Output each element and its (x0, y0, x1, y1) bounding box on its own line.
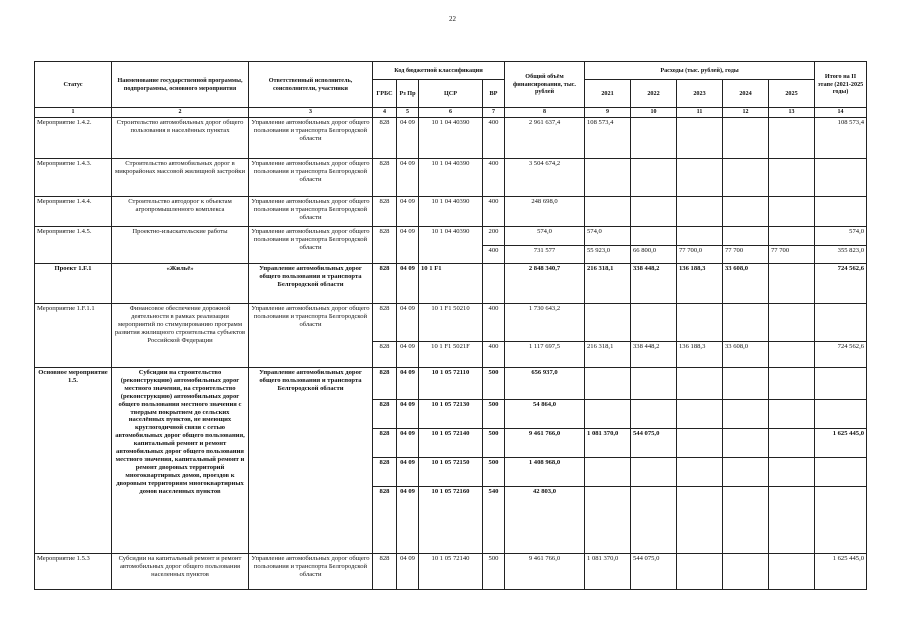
row-grbs: 828 (373, 400, 397, 429)
row-rzpr: 04 09 (397, 368, 419, 400)
row-2025 (769, 159, 815, 197)
header-csr: ЦСР (419, 80, 483, 108)
header-year: 2024 (723, 80, 769, 108)
header-vr: ВР (483, 80, 505, 108)
row-2025 (769, 342, 815, 368)
row-2021: 108 573,4 (585, 118, 631, 159)
row-total: 42 803,0 (505, 487, 585, 554)
row-2024 (723, 368, 769, 400)
row-2025: 77 700 (769, 246, 815, 264)
column-number: 7 (483, 108, 505, 118)
row-2021: 574,0 (585, 227, 631, 246)
row-csr: 10 1 04 40390 (419, 227, 483, 264)
row-2023 (677, 304, 723, 342)
table-row (35, 554, 867, 590)
row-csr: 10 1 05 72130 (419, 400, 483, 429)
row-2024 (723, 197, 769, 227)
row-itogo (815, 304, 867, 342)
row-2022 (631, 227, 677, 246)
row-csr: 10 1 F1 (419, 264, 483, 304)
row-2023 (677, 197, 723, 227)
row-itogo: 355 823,0 (815, 246, 867, 264)
row-2023 (677, 159, 723, 197)
row-csr: 10 1 05 72160 (419, 487, 483, 554)
row-itogo: 724 562,6 (815, 342, 867, 368)
header-year: 2021 (585, 80, 631, 108)
column-number: 13 (769, 108, 815, 118)
row-2025 (769, 458, 815, 487)
row-csr: 10 1 F1 50210 (419, 304, 483, 342)
row-itogo: 1 625 445,0 (815, 429, 867, 458)
row-itogo (815, 159, 867, 197)
row-vr: 500 (483, 368, 505, 400)
row-csr: 10 1 05 72110 (419, 368, 483, 400)
row-total: 248 698,0 (505, 197, 585, 227)
row-responsible: Управление автомобильных дорог общего пользования и транспорта Белгородской области (249, 159, 373, 197)
row-2021 (585, 458, 631, 487)
row-vr: 400 (483, 342, 505, 368)
row-2022: 338 448,2 (631, 264, 677, 304)
column-number: 3 (249, 108, 373, 118)
row-grbs: 828 (373, 304, 397, 342)
row-2022: 544 075,0 (631, 429, 677, 458)
row-responsible: Управление автомобильных дорог общего пользования и транспорта Белгородской области (249, 368, 373, 554)
row-name: Строительство автодорог к объектам агропромышленного комплекса (112, 197, 249, 227)
row-total: 1 730 643,2 (505, 304, 585, 342)
row-csr: 10 1 04 40390 (419, 118, 483, 159)
table-row (35, 197, 867, 227)
row-2023: 77 700,0 (677, 246, 723, 264)
row-grbs: 828 (373, 554, 397, 590)
row-2023 (677, 487, 723, 554)
header-total: Общий объём финансирования, тыс. рублей (505, 62, 585, 108)
column-numbers-row (35, 108, 867, 118)
header-rzpr: Рз Пр (397, 80, 419, 108)
column-number: 9 (585, 108, 631, 118)
column-number: 8 (505, 108, 585, 118)
row-itogo (815, 487, 867, 554)
row-vr: 500 (483, 458, 505, 487)
row-vr: 200 (483, 227, 505, 246)
table-row (35, 304, 867, 342)
row-2023 (677, 458, 723, 487)
row-2021 (585, 197, 631, 227)
row-name: Проектно-изыскательские работы (112, 227, 249, 264)
row-vr (483, 264, 505, 304)
row-2021: 216 318,1 (585, 342, 631, 368)
row-2022: 338 448,2 (631, 342, 677, 368)
row-2025 (769, 487, 815, 554)
row-2022: 544 075,0 (631, 554, 677, 590)
row-2022 (631, 304, 677, 342)
row-total: 2 848 340,7 (505, 264, 585, 304)
row-2021: 55 923,0 (585, 246, 631, 264)
row-2021 (585, 487, 631, 554)
row-2023 (677, 429, 723, 458)
row-2022 (631, 197, 677, 227)
row-grbs: 828 (373, 368, 397, 400)
row-grbs: 828 (373, 227, 397, 264)
table-row (35, 118, 867, 159)
row-status: Основное мероприятие 1.5. (35, 368, 112, 554)
row-grbs: 828 (373, 159, 397, 197)
row-rzpr: 04 09 (397, 264, 419, 304)
header-year: 2025 (769, 80, 815, 108)
row-2021 (585, 304, 631, 342)
row-rzpr: 04 09 (397, 118, 419, 159)
column-number: 2 (112, 108, 249, 118)
row-status: Мероприятие 1.4.3. (35, 159, 112, 197)
row-2025 (769, 368, 815, 400)
row-vr: 500 (483, 400, 505, 429)
row-2024 (723, 554, 769, 590)
row-csr: 10 1 04 40390 (419, 159, 483, 197)
row-itogo: 574,0 (815, 227, 867, 246)
row-grbs: 828 (373, 197, 397, 227)
column-number: 10 (631, 108, 677, 118)
row-2023 (677, 400, 723, 429)
row-2022: 66 800,0 (631, 246, 677, 264)
page-number: 22 (449, 15, 456, 23)
table-row (35, 264, 867, 304)
row-2023 (677, 368, 723, 400)
row-2022 (631, 118, 677, 159)
row-2024 (723, 429, 769, 458)
row-status: Мероприятие 1.4.5. (35, 227, 112, 264)
header-expenses: Расходы (тыс. рублей), годы (585, 62, 815, 80)
row-total: 3 504 674,2 (505, 159, 585, 197)
row-rzpr: 04 09 (397, 554, 419, 590)
column-number: 12 (723, 108, 769, 118)
row-2024 (723, 458, 769, 487)
table-row (35, 227, 867, 246)
row-rzpr: 04 09 (397, 487, 419, 554)
row-2024 (723, 227, 769, 246)
header-status: Статус (35, 62, 112, 108)
header-itogo: Итого на II этапе (2021-2025 годы) (815, 62, 867, 108)
row-2021 (585, 368, 631, 400)
row-responsible: Управление автомобильных дорог общего пользования и транспорта Белгородской области (249, 197, 373, 227)
row-vr: 400 (483, 159, 505, 197)
header-year: 2022 (631, 80, 677, 108)
row-grbs: 828 (373, 118, 397, 159)
row-rzpr: 04 09 (397, 159, 419, 197)
row-rzpr: 04 09 (397, 304, 419, 342)
row-itogo: 108 573,4 (815, 118, 867, 159)
row-2023 (677, 227, 723, 246)
row-itogo (815, 368, 867, 400)
row-csr: 10 1 F1 5021F (419, 342, 483, 368)
row-2021 (585, 159, 631, 197)
column-number: 1 (35, 108, 112, 118)
row-total: 731 577 (505, 246, 585, 264)
column-number: 4 (373, 108, 397, 118)
row-2022 (631, 368, 677, 400)
row-responsible: Управление автомобильных дорог общего пользования и транспорта Белгородской области (249, 227, 373, 264)
row-responsible: Управление автомобильных дорог общего пользования и транспорта Белгородской области (249, 304, 373, 368)
row-2025 (769, 554, 815, 590)
row-name: Строительство автомобильных дорог общего пользования в населённых пунктах (112, 118, 249, 159)
row-status: Мероприятие 1.4.2. (35, 118, 112, 159)
row-2024 (723, 400, 769, 429)
row-total: 1 408 968,0 (505, 458, 585, 487)
row-2023: 136 188,3 (677, 264, 723, 304)
row-2023 (677, 118, 723, 159)
header-responsible: Ответственный исполнитель, соисполнители, участники (249, 62, 373, 108)
row-rzpr: 04 09 (397, 197, 419, 227)
row-total: 574,0 (505, 227, 585, 246)
table-row (35, 368, 867, 400)
row-2024 (723, 118, 769, 159)
column-number: 6 (419, 108, 483, 118)
row-2023 (677, 554, 723, 590)
row-vr: 400 (483, 118, 505, 159)
row-grbs: 828 (373, 342, 397, 368)
row-csr: 10 1 05 72140 (419, 429, 483, 458)
row-vr: 400 (483, 304, 505, 342)
row-total: 9 461 766,0 (505, 554, 585, 590)
row-rzpr: 04 09 (397, 458, 419, 487)
row-vr: 500 (483, 429, 505, 458)
row-2025 (769, 429, 815, 458)
row-2021 (585, 400, 631, 429)
row-status: Проект 1.F.1 (35, 264, 112, 304)
row-vr: 540 (483, 487, 505, 554)
column-number: 5 (397, 108, 419, 118)
row-2025 (769, 264, 815, 304)
row-2024 (723, 159, 769, 197)
row-2021: 216 318,1 (585, 264, 631, 304)
row-2022 (631, 400, 677, 429)
row-2021: 1 081 370,0 (585, 429, 631, 458)
table-row (35, 159, 867, 197)
row-grbs: 828 (373, 264, 397, 304)
row-total: 54 864,0 (505, 400, 585, 429)
row-name: Финансовое обеспечение дорожной деятельности в рамках реализации мероприятий по стимулированию программ развития жилищного строительства субъектов Российской Федерации (112, 304, 249, 368)
row-itogo: 724 562,6 (815, 264, 867, 304)
row-2025 (769, 304, 815, 342)
row-total: 1 117 697,5 (505, 342, 585, 368)
row-2025 (769, 118, 815, 159)
row-2021: 1 081 370,0 (585, 554, 631, 590)
row-itogo: 1 625 445,0 (815, 554, 867, 590)
row-2022 (631, 159, 677, 197)
row-2025 (769, 227, 815, 246)
column-number: 11 (677, 108, 723, 118)
row-2025 (769, 197, 815, 227)
column-number: 14 (815, 108, 867, 118)
row-2024 (723, 304, 769, 342)
row-2024 (723, 487, 769, 554)
row-csr: 10 1 05 72140 (419, 554, 483, 590)
row-2024: 33 608,0 (723, 342, 769, 368)
row-2022 (631, 487, 677, 554)
row-vr: 400 (483, 197, 505, 227)
row-name: Строительство автомобильных дорог в микрорайонах массовой жилищной застройки (112, 159, 249, 197)
row-total: 2 961 637,4 (505, 118, 585, 159)
row-responsible: Управление автомобильных дорог общего пользования и транспорта Белгородской области (249, 118, 373, 159)
row-name: Субсидии на капитальный ремонт и ремонт автомобильных дорог общего пользования населенных пунктов (112, 554, 249, 590)
row-itogo (815, 458, 867, 487)
row-name: Субсидии на строительство (реконструкцию) автомобильных дорог местного значения, на строительство (реконструкцию) автомобильных дорог общего пользования местного значения с твердым покрытием до сельских населённых пунктов, не имеющих круглогодичной связи с сетью автомобильных дорог общего пользования, капитальный ремонт и ремонт автомобильных дорог общего пользования местного значения, капитальный ремонт и ремонт дворовых территорий многоквартирных домов, проездов к дворовым территориям многоквартирных домов населенных пунктов (112, 368, 249, 554)
row-itogo (815, 400, 867, 429)
row-status: Мероприятие 1.F.1.1 (35, 304, 112, 368)
row-csr: 10 1 04 40390 (419, 197, 483, 227)
row-rzpr: 04 09 (397, 400, 419, 429)
header-budget-code: Код бюджетной классификации (373, 62, 505, 80)
row-responsible: Управление автомобильных дорог общего пользования и транспорта Белгородской области (249, 554, 373, 590)
row-2025 (769, 400, 815, 429)
row-grbs: 828 (373, 429, 397, 458)
row-status: Мероприятие 1.4.4. (35, 197, 112, 227)
row-name: «Жильё» (112, 264, 249, 304)
row-2023: 136 188,3 (677, 342, 723, 368)
row-rzpr: 04 09 (397, 342, 419, 368)
row-rzpr: 04 09 (397, 227, 419, 264)
row-vr: 500 (483, 554, 505, 590)
row-itogo (815, 197, 867, 227)
header-year: 2023 (677, 80, 723, 108)
row-2024: 33 608,0 (723, 264, 769, 304)
row-grbs: 828 (373, 487, 397, 554)
header-grbs: ГРБС (373, 80, 397, 108)
header-name: Наименование государственной программы, подпрограммы, основного мероприятия (112, 62, 249, 108)
row-status: Мероприятие 1.5.3 (35, 554, 112, 590)
row-vr: 400 (483, 246, 505, 264)
row-grbs: 828 (373, 458, 397, 487)
row-2024: 77 700 (723, 246, 769, 264)
row-total: 656 937,0 (505, 368, 585, 400)
row-rzpr: 04 09 (397, 429, 419, 458)
row-total: 9 461 766,0 (505, 429, 585, 458)
row-csr: 10 1 05 72150 (419, 458, 483, 487)
row-responsible: Управление автомобильных дорог общего пользования и транспорта Белгородской области (249, 264, 373, 304)
row-2022 (631, 458, 677, 487)
budget-table (34, 61, 867, 590)
